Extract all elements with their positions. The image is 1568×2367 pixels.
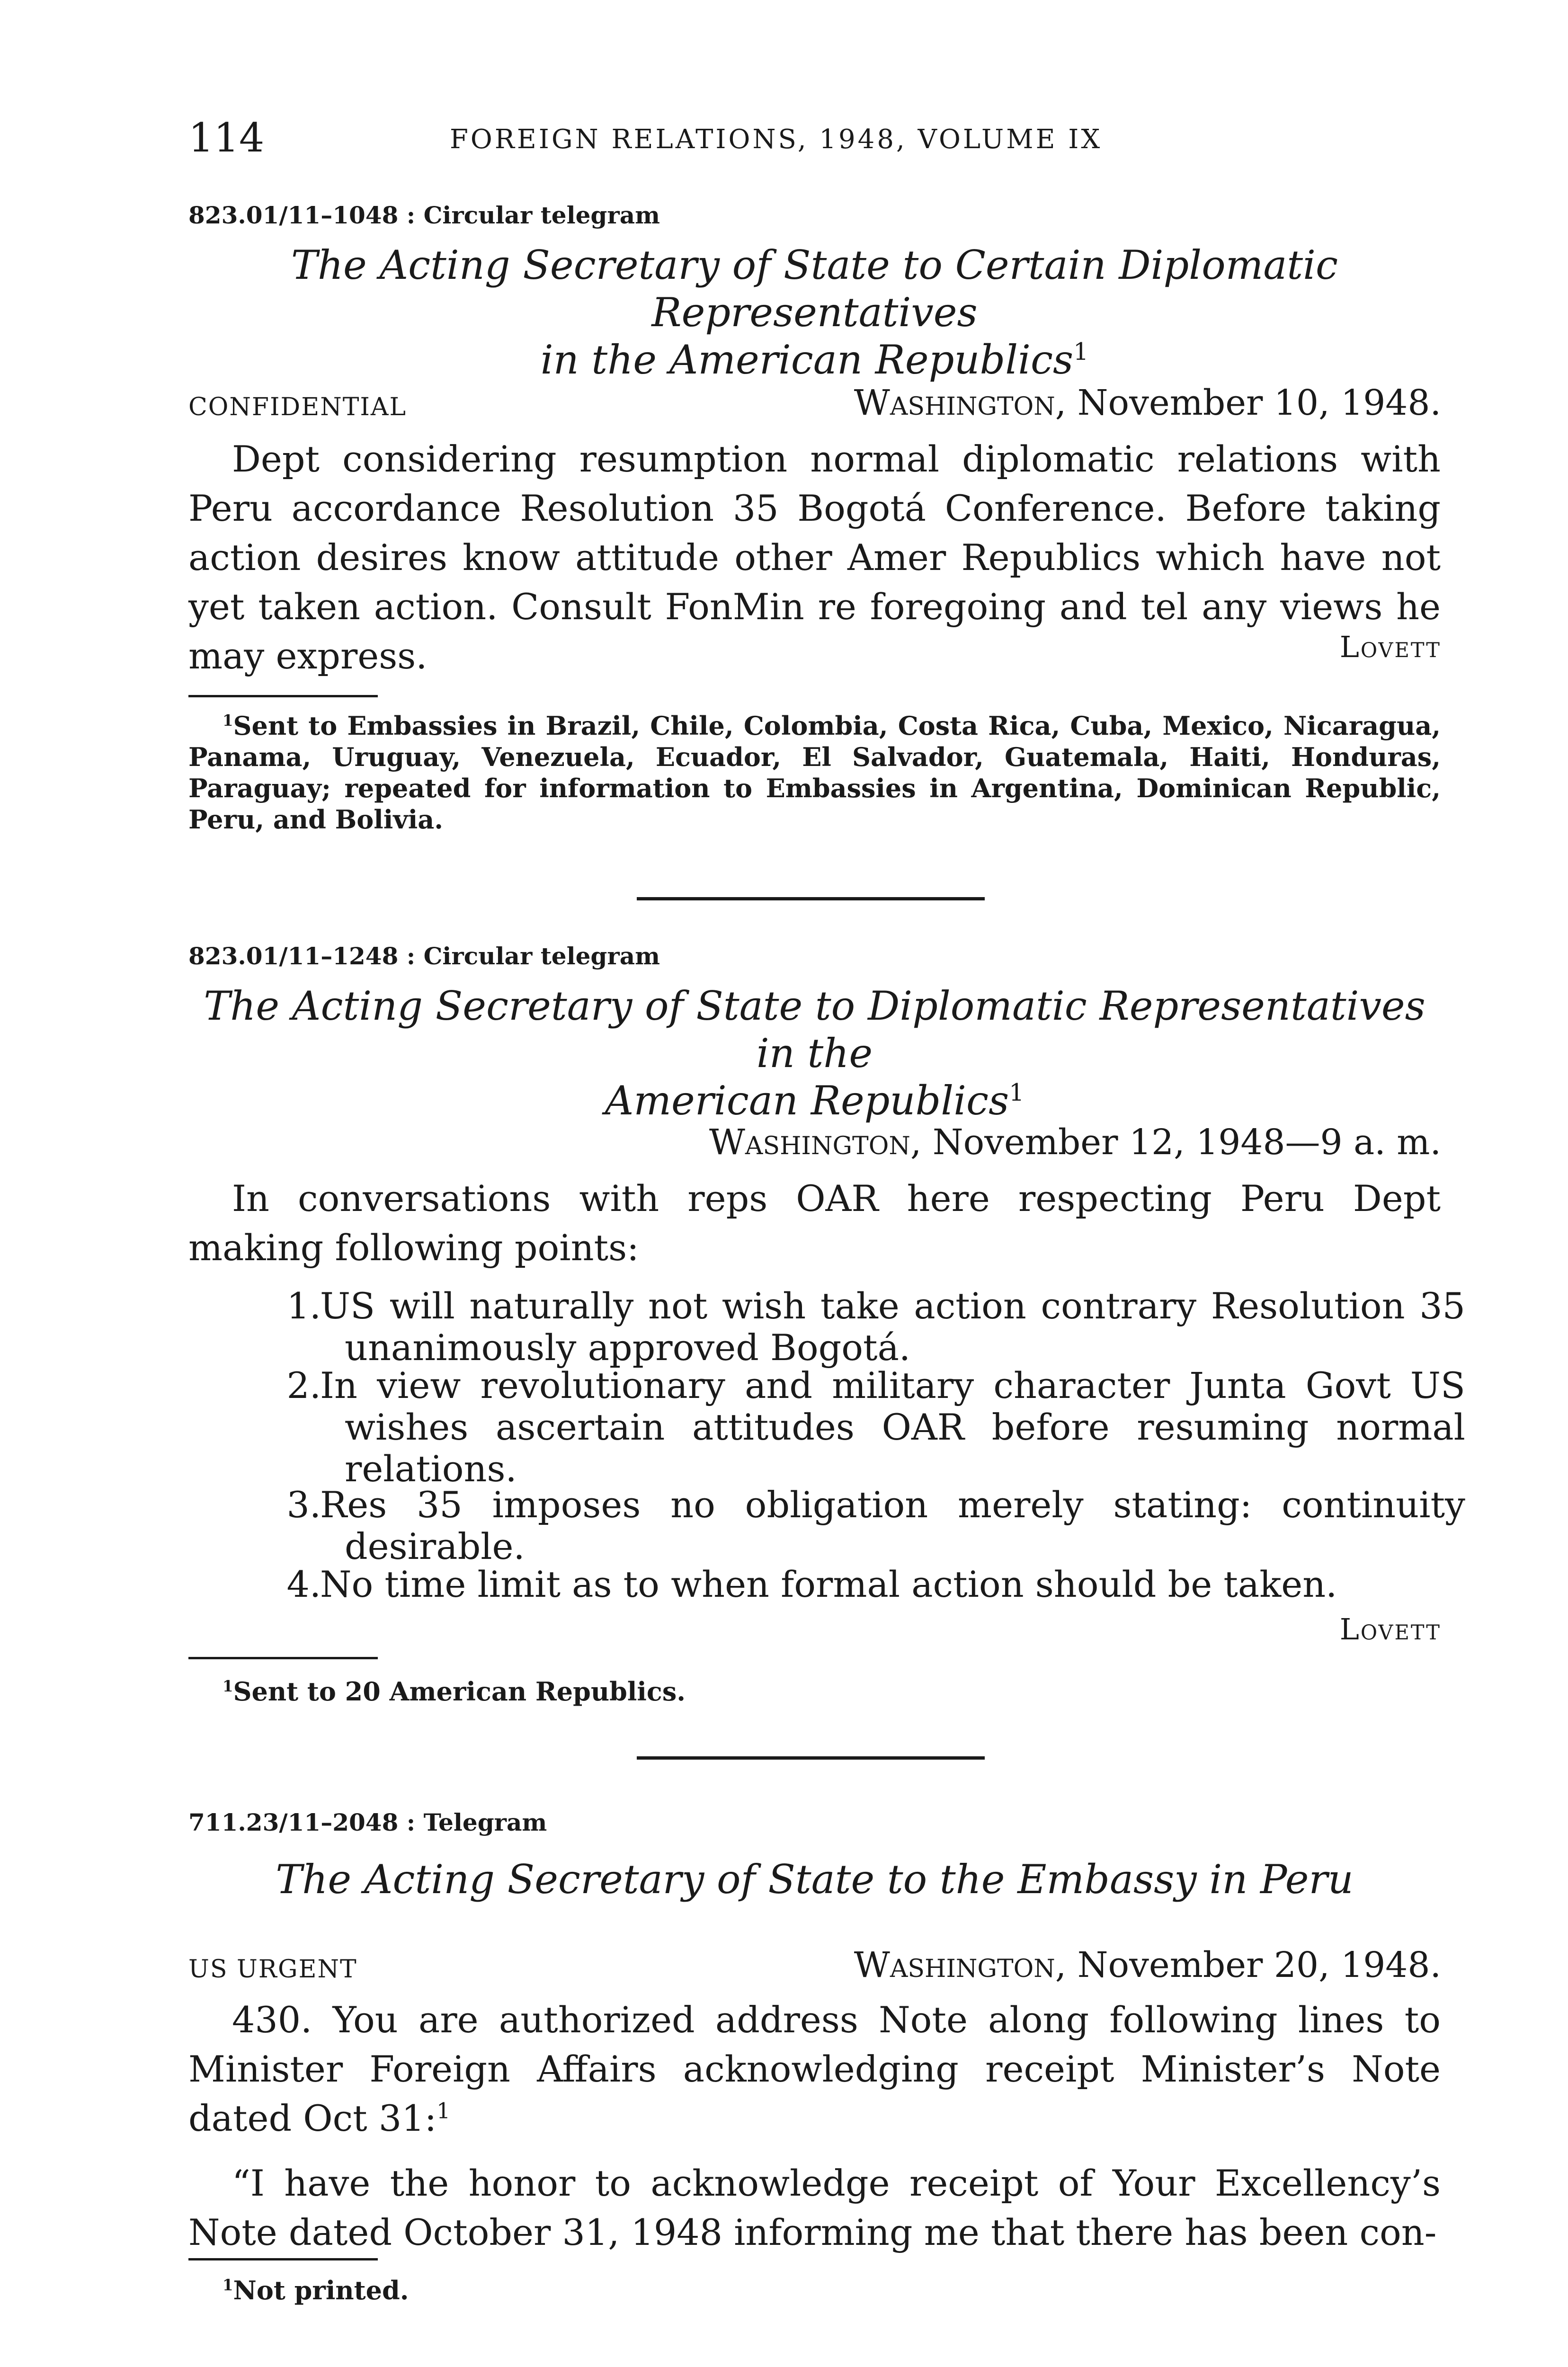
page-number: 114 — [188, 115, 265, 161]
list-item-number: 1. — [286, 1285, 321, 1327]
doc2-dateline — [709, 1122, 1441, 1163]
doc2-place: Washington, — [709, 1122, 922, 1163]
section-separator-2 — [637, 1756, 985, 1760]
doc1-footnote-mark: 1 — [223, 712, 233, 730]
doc3-place: Washington, — [854, 1945, 1067, 1985]
doc3-footnote-mark: 1 — [223, 2276, 233, 2294]
doc3-body-footnote-mark: 1 — [437, 2098, 451, 2124]
doc1-file-reference: 823.01/11–1048 : Circular telegram — [188, 201, 660, 229]
doc2-footnote: $^1$Sent to 20 American Republics. — [223, 1676, 686, 1707]
doc3-file-reference: 711.23/11–2048 : Telegram — [188, 1808, 547, 1836]
list-item-text: No time limit as to when formal action should be taken. — [320, 1563, 1337, 1605]
doc3-date: November 20, 1948. — [1066, 1945, 1441, 1985]
doc1-body: Dept considering resumption normal diplomatic relations with Peru accordance Resolution 35 Bogotá Conference. Before taking action desires know attitude other Amer Republics which have not yet taken action. Consult FonMin re foregoing and tel any views he may express. — [188, 438, 1441, 677]
doc2-title-line1: The Acting Secretary of State to Diplomatic Representatives in the — [204, 983, 1425, 1077]
doc3-classification: US URGENT — [188, 1955, 357, 1984]
doc1-title-footnote-mark: 1 — [1073, 338, 1089, 365]
doc3-title: The Acting Secretary of State to the Embassy in Peru — [276, 1856, 1354, 1903]
doc1-date: November 10, 1948. — [1066, 383, 1441, 423]
doc3-dateline — [854, 1945, 1441, 1985]
doc2-title-line2: American Republics$^1$ — [605, 1077, 1025, 1124]
list-item-text: Res 35 imposes no obligation merely stating: continuity desirable. — [320, 1484, 1465, 1567]
doc1-footnote-rule — [188, 695, 378, 697]
doc1-title-line1: The Acting Secretary of State to Certain Diplomatic Representatives — [291, 242, 1338, 336]
doc3-quote: “I have the honor to acknowledge receipt of Your Excellency’s Note dated October 31, 1948 informing me that there has been con- — [188, 2162, 1441, 2253]
doc2-title — [188, 982, 1441, 1124]
list-item-number: 2. — [286, 1364, 321, 1406]
doc1-title — [188, 241, 1441, 383]
doc1-classification: CONFIDENTIAL — [188, 393, 407, 421]
doc1-signature: Lovett — [1339, 630, 1441, 664]
doc1-place: Washington, — [854, 383, 1067, 423]
doc2-file-reference: 823.01/11–1248 : Circular telegram — [188, 942, 660, 970]
doc2-signature: Lovett — [1339, 1612, 1441, 1646]
running-head: FOREIGN RELATIONS, 1948, VOLUME IX — [450, 124, 1103, 155]
doc1-footnote: $^1$Sent to Embassies in Brazil, Chile, Colombia, Costa Rica, Cuba, Mexico, Nicaragua, Panama, Uruguay, Venezuela, Ecuador, El Salvador, Guatemala, Haiti, Honduras, Paraguay; repeated for information to Embassies in Argentina, Dominican Republic, Peru, and Bolivia. — [188, 711, 1441, 835]
doc3-footnote: $^1$Not printed. — [223, 2275, 409, 2305]
doc1-dateline — [854, 383, 1441, 423]
list-item-text: In view revolutionary and military character Junta Govt US wishes ascertain attitudes OAR before resuming normal relations. — [320, 1364, 1465, 1490]
list-item-number: 3. — [286, 1484, 321, 1526]
list-item-number: 4. — [286, 1563, 321, 1605]
doc2-date: November 12, 1948—9 a. m. — [921, 1122, 1441, 1163]
doc3-body: 430. You are authorized address Note along following lines to Minister Foreign Affairs acknowledging receipt Minister’s Note dated Oct 31:$^1$ — [188, 1999, 1441, 2139]
doc2-footnote-mark: 1 — [223, 1677, 233, 1695]
doc1-title-line2: in the American Republics$^1$ — [540, 337, 1089, 383]
list-item-text: US will naturally not wish take action contrary Resolution 35 unanimously approved Bogotá. — [320, 1285, 1465, 1369]
doc2-footnote-rule — [188, 1657, 378, 1659]
doc2-intro: In conversations with reps OAR here respecting Peru Dept making following points: — [188, 1177, 1441, 1269]
doc2-title-footnote-mark: 1 — [1009, 1078, 1025, 1106]
section-separator-1 — [637, 897, 985, 900]
doc3-footnote-rule — [188, 2258, 378, 2260]
